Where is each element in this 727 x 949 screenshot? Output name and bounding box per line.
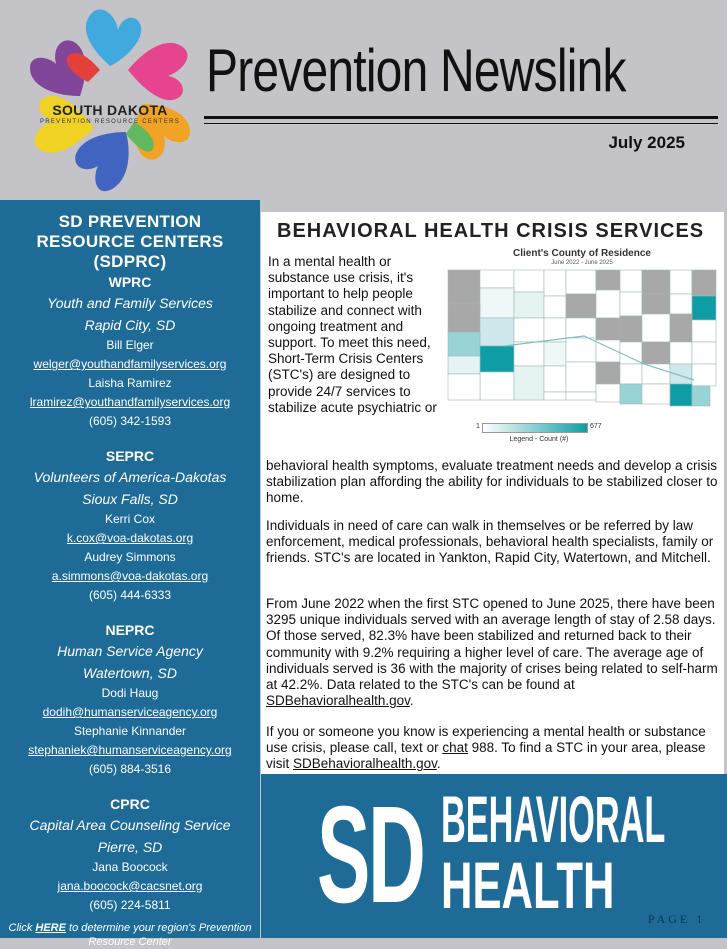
logo-line1: SOUTH DAKOTA xyxy=(52,102,168,118)
region-code: CPRC xyxy=(110,796,150,812)
region-phone: (605) 342-1593 xyxy=(88,414,172,428)
region-phone: (605) 224-5811 xyxy=(89,898,171,912)
article-paragraph-2: Individuals in need of care can walk in themselves or be referred by law enforcement, medical professionals, behavioral health specialists, family or friends. STC's are located in Yankton, Rapid City, Watertown, and Mitchell. xyxy=(266,518,714,566)
contact-name: Jana Boocock xyxy=(92,860,168,874)
region-city: Sioux Falls, SD xyxy=(82,491,178,507)
prevention-logo xyxy=(18,6,202,198)
contact-email-link[interactable]: dodih@humanserviceagency.org xyxy=(42,705,218,719)
region-code: SEPRC xyxy=(105,448,155,464)
region-finder-link[interactable]: HERE xyxy=(35,922,66,934)
legend-max: 677 xyxy=(590,423,602,430)
county-map xyxy=(444,248,720,448)
article-crisis-services xyxy=(261,212,724,774)
region-seprc xyxy=(0,446,260,605)
article-paragraph-3 xyxy=(266,596,721,709)
brand-health: HEALTH xyxy=(441,848,615,922)
region-code: WPRC xyxy=(108,274,152,290)
region-phone: (605) 884-3516 xyxy=(88,762,172,776)
paragraph-4-text-a: If you or someone you know is experiencing a mental health or substance use crisis, please call, text or xyxy=(266,724,706,756)
contact-email-link[interactable]: stephaniek@humanserviceagency.org xyxy=(28,743,232,757)
region-city: Watertown, SD xyxy=(83,665,177,681)
region-code: NEPRC xyxy=(105,622,155,638)
contact-name: Audrey Simmons xyxy=(84,550,176,564)
sidebar-contacts xyxy=(0,200,260,948)
contact-email-link[interactable]: lramirez@youthandfamilyservices.org xyxy=(29,395,231,409)
paragraph-4-end: . xyxy=(436,756,441,772)
region-agency: Youth and Family Services xyxy=(47,295,213,311)
footer-text-post: to determine your region's Prevention Resource Center xyxy=(65,922,252,948)
paragraph-4-text-b: 988. To find a STC in your area, please visit xyxy=(266,740,706,772)
region-neprc xyxy=(0,620,260,779)
header xyxy=(0,0,727,200)
region-wprc xyxy=(0,272,260,431)
logo-text xyxy=(30,102,190,125)
footer-text-pre: Click xyxy=(8,922,36,934)
sidebar-title: SD PREVENTION RESOURCE CENTERS (SDPRC) xyxy=(36,212,224,271)
article-paragraph-4 xyxy=(266,724,716,773)
contact-name: Kerri Cox xyxy=(104,512,155,526)
paragraph-3-end: . xyxy=(409,693,414,709)
sdbh-stc-link[interactable]: SDBehavioralhealth.gov xyxy=(293,756,437,772)
contact-name: Dodi Haug xyxy=(101,686,159,700)
newsletter-title: Prevention Newslink xyxy=(206,37,626,104)
region-agency: Capital Area Counseling Service xyxy=(29,817,231,833)
contact-email-link[interactable]: a.simmons@voa-dakotas.org xyxy=(51,569,209,583)
logo-line2: PREVENTION RESOURCE CENTERS xyxy=(39,119,181,125)
region-city: Rapid City, SD xyxy=(84,317,176,333)
legend-min: 1 xyxy=(476,423,480,430)
article-title: BEHAVIORAL HEALTH CRISIS SERVICES xyxy=(277,220,705,242)
sdbh-data-link[interactable]: SDBehavioralhealth.gov xyxy=(266,693,410,709)
issue-date: July 2025 xyxy=(608,133,685,152)
region-city: Pierre, SD xyxy=(97,839,163,855)
brand-behavioral: BEHAVIORAL xyxy=(441,782,666,856)
region-agency: Volunteers of America-Dakotas xyxy=(33,469,227,485)
contact-name: Stephanie Kinnander xyxy=(73,724,187,738)
region-cprc xyxy=(0,794,260,915)
map-subtitle: June 2022 - June 2025 xyxy=(551,260,613,266)
contact-email-link[interactable]: k.cox@voa-dakotas.org xyxy=(66,531,194,545)
brand-sd: SD xyxy=(317,778,424,932)
title-rule-thick xyxy=(204,116,718,119)
chat-988-link[interactable]: chat xyxy=(442,740,468,756)
contact-email-link[interactable]: welger@youthandfamilyservices.org xyxy=(33,357,227,371)
map-title: Client's County of Residence xyxy=(513,248,651,259)
legend-label: Legend - Count (#) xyxy=(509,436,569,443)
contact-name: Laisha Ramirez xyxy=(88,376,172,390)
sd-county-map-graphic xyxy=(444,268,720,438)
legend-gradient-bar xyxy=(482,423,588,433)
region-agency: Human Service Agency xyxy=(57,643,203,659)
paragraph-3-text: From June 2022 when the first STC opened to June 2025, there have been 3295 unique individuals served with an average length of stay of 2.58 days. Of those served, 82.3% have been stabilized and returned back to their community with 9.2% requiring a higher level of care. The average age of individuals served is 36 with the majority of crises being related to self-harm at 42.2%. Data related to the STC's can be found at xyxy=(266,596,718,693)
sidebar-footer xyxy=(0,921,260,949)
title-rule-thin xyxy=(204,123,718,124)
page-number: PAGE 1 xyxy=(648,912,706,926)
article-paragraph-1-start: In a mental health or substance use crisis, it's important to help people stabilize and connect with ongoing treatment and support. To meet this need, Short-Term Crisis Centers (STC's) are designed to provide 24/7 services to stabilize acute psychiatric or xyxy=(268,254,437,415)
region-phone: (605) 444-6333 xyxy=(88,588,172,602)
article-paragraph-1-end: behavioral health symptoms, evaluate treatment needs and develop a crisis stabilization plan affording the ability for individuals to be stabilized closer to home. xyxy=(266,458,718,506)
contact-email-link[interactable]: jana.boocock@cacsnet.org xyxy=(57,879,203,893)
contact-name: Bill Elger xyxy=(106,338,154,352)
